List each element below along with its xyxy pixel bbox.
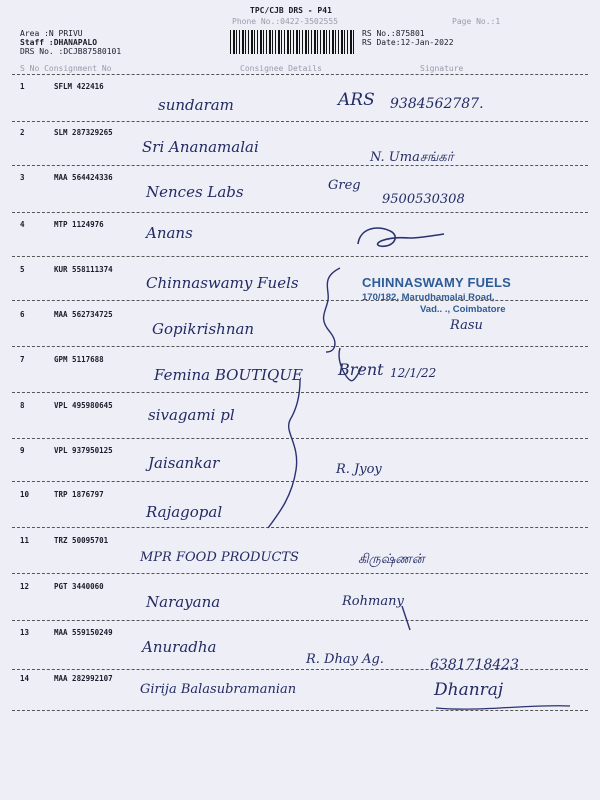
row-divider (12, 527, 588, 528)
consignee-name: Narayana (146, 593, 221, 611)
staff-label: Staff :DHANAPALO (20, 38, 98, 47)
consignee-name: MPR FOOD PRODUCTS (140, 550, 299, 565)
consignment-number: GPM 5117688 (54, 355, 104, 364)
consignment-number: SLM 287329265 (54, 128, 113, 137)
consignment-number: TRP 1876797 (54, 490, 104, 499)
consignee-name: sundaram (158, 96, 234, 114)
consignee-name: Gopikrishnan (152, 320, 255, 338)
stamp-company-name: CHINNASWAMY FUELS (362, 275, 512, 290)
row-number: 5 (20, 265, 25, 274)
row-number: 8 (20, 401, 25, 410)
row-divider (12, 256, 588, 257)
row-divider (12, 481, 588, 482)
phone-number: Phone No.:0422-3502555 (232, 17, 338, 26)
row-number: 11 (20, 536, 30, 545)
signature: R. Dhay Ag. (306, 652, 384, 667)
sheet-title: TPC/CJB DRS - P41 (250, 6, 332, 15)
row-number: 6 (20, 310, 25, 319)
column-header-details: Consignee Details (240, 64, 322, 73)
row-divider (12, 392, 588, 393)
consignment-number: MAA 562734725 (54, 310, 113, 319)
consignee-name: Sri Ananamalai (142, 138, 259, 156)
phone-annotation: 9384562787. (390, 96, 484, 112)
area-label: Area :N PRIVU (20, 29, 83, 38)
signature: R. Jyoy (336, 462, 382, 477)
row-divider (12, 669, 588, 670)
consignment-number: MAA 564424336 (54, 173, 113, 182)
row-number: 1 (20, 82, 25, 91)
row-divider (12, 121, 588, 122)
consignment-number: VPL 495980645 (54, 401, 113, 410)
row-divider (12, 710, 588, 711)
consignee-name: Anuradha (142, 638, 217, 656)
brace-mark (324, 268, 340, 352)
stamp-city: Vad.. ., Coimbatore (420, 304, 506, 315)
signature-flourish (436, 706, 570, 709)
header-divider (12, 74, 588, 75)
consignee-name: sivagami pl (148, 406, 235, 424)
row-number: 2 (20, 128, 25, 137)
row-divider (12, 212, 588, 213)
consignment-number: SFLM 422416 (54, 82, 104, 91)
signature: ARS (338, 90, 375, 110)
signature: கிருஷ்ணன் (358, 552, 425, 567)
row-divider (12, 573, 588, 574)
drs-number: DRS No. :DCJB87580101 (20, 47, 122, 56)
page-number: Page No.:1 (452, 17, 501, 26)
rs-number: RS No.:875801 (362, 29, 425, 38)
consignment-number: KUR 558111374 (54, 265, 113, 274)
signature: Greg (328, 178, 361, 193)
signature: Rohmany (342, 594, 404, 609)
company-stamp (362, 275, 552, 315)
scribble-signature (358, 228, 444, 246)
column-header-consignment: S No Consignment No (20, 64, 112, 73)
row-number: 7 (20, 355, 25, 364)
signature-flourish (402, 606, 410, 630)
row-number: 14 (20, 674, 30, 683)
consignment-number: VPL 937950125 (54, 446, 113, 455)
barcode (230, 30, 356, 54)
consignee-name: Nences Labs (146, 183, 244, 201)
phone-annotation: 9500530308 (382, 192, 465, 207)
stamp-address: 170/182, Marudhamalai Road, (362, 292, 495, 303)
row-number: 12 (20, 582, 30, 591)
phone-annotation: 6381718423 (430, 657, 520, 673)
signature: N. Umaசங்கர் (370, 150, 454, 165)
consignee-name: Chinnaswamy Fuels (146, 274, 299, 292)
row-number: 4 (20, 220, 25, 229)
row-divider (12, 346, 588, 347)
row-divider (12, 165, 588, 166)
row-number: 9 (20, 446, 25, 455)
signature: Dhanraj (434, 680, 504, 700)
row-number: 10 (20, 490, 30, 499)
rs-date: RS Date:12-Jan-2022 (362, 38, 454, 47)
consignment-number: MAA 282992107 (54, 674, 113, 683)
signature: Brent (338, 360, 384, 379)
column-header-signature: Signature (420, 64, 464, 73)
row-number: 13 (20, 628, 30, 637)
consignee-name: Rajagopal (146, 503, 223, 521)
consignment-number: MTP 1124976 (54, 220, 104, 229)
date-annotation: 12/1/22 (390, 366, 437, 380)
consignment-number: PGT 3440060 (54, 582, 104, 591)
consignment-number: TRZ 50095701 (54, 536, 109, 545)
row-number: 3 (20, 173, 25, 182)
row-divider (12, 438, 588, 439)
consignment-number: MAA 559150249 (54, 628, 113, 637)
consignee-name: Jaisankar (148, 454, 220, 472)
consignee-name: Femina BOUTIQUE (154, 366, 303, 384)
signature: Rasu (450, 318, 483, 333)
consignee-name: Girija Balasubramanian (140, 682, 297, 697)
brace-mark (268, 380, 300, 528)
row-divider (12, 620, 588, 621)
consignee-name: Anans (146, 224, 193, 242)
